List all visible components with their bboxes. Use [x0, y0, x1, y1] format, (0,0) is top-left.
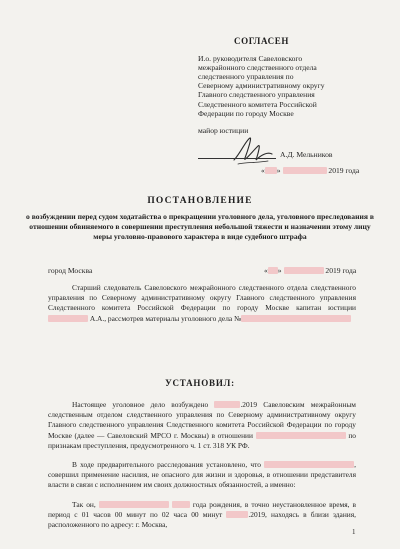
body-paragraph-2: В ходе предварительного расследования установлено, что , совершил применение насилия, не опасного для жизни и здоровья, в отношении представителя власти в связи с исполнением им своих должностных обязанностей, а именно: [48, 460, 356, 490]
quote-close: » [276, 166, 281, 175]
intro-paragraph: Старший следователь Савеловского межрайонного следственного отдела следственного управления по Северному административному округу Главного следственного управления Следственного комитета Российской Федерации по городу Москве капитан юстиции А.А., рассмотрев материалы уголовного дела № [48, 283, 356, 323]
redacted-day [265, 167, 277, 174]
redacted-month [284, 267, 324, 274]
document-year: 2019 года [325, 266, 357, 275]
signature-row [198, 148, 388, 164]
approval-year: 2019 года [328, 166, 360, 175]
approval-date [261, 166, 359, 175]
approval-line: Федерации по городу Москве [198, 108, 294, 118]
redacted-case-number [241, 315, 351, 322]
redacted-date [214, 401, 240, 408]
redacted-birth-date [172, 501, 190, 508]
redacted-name [264, 461, 354, 468]
approval-line: межрайонного следственного отдела [198, 63, 317, 73]
approval-line: Северному административному округу [198, 81, 325, 91]
document-subtitle: о возбуждении перед судом ходатайства о прекращении уголовного дела, уголовного преследования в отношении обвиняемого в совершении преступления небольшой тяжести и назначении этому лицу меры уголовно-правового характера в виде судебного штрафа [26, 212, 374, 241]
body-paragraph-3: Так он, года рождения, в точно неустановленное время, в период с 01 часов 00 минут по 02 часа 00 минут .2019, находясь в близи здания, расположенного по адресу: г. Москва, [48, 500, 356, 530]
redacted-day [268, 267, 278, 274]
redacted-name [256, 432, 346, 439]
approval-line: следственного управления по [198, 72, 294, 82]
approval-line: И.о. руководителя Савеловского [198, 54, 303, 64]
quote-close: » [277, 266, 282, 275]
approval-rank: майор юстиции [198, 125, 249, 135]
quote-open: « [261, 166, 265, 175]
redacted-date [226, 511, 248, 518]
approval-line: Следственного комитета Российской [198, 99, 317, 109]
body-paragraph-1: Настоящее уголовное дело возбуждено .2019 Савеловским межрайонным следственным отделом следственного управления по Северному административному округу Главного следственного управления Следственного комитета Российской Федерации по городу Москве (далее — Савеловский МРСО г. Москвы) в отношении по признакам преступления, предусмотренного ч. 1 ст. 318 УК РФ. [48, 400, 356, 450]
redacted-month [283, 167, 327, 174]
approver-name: А.Д. Мельников [280, 150, 333, 159]
signature-line [198, 158, 276, 159]
city: город Москва [48, 266, 93, 275]
redacted-name [99, 501, 169, 508]
approval-line: Главного следственного управления [198, 90, 315, 100]
document-title: ПОСТАНОВЛЕНИЕ [147, 196, 253, 206]
established-heading: УСТАНОВИЛ: [165, 378, 235, 388]
approval-heading: СОГЛАСЕН [234, 36, 289, 46]
document-date [264, 266, 356, 275]
redacted-name [48, 315, 88, 322]
quote-open: « [264, 266, 268, 275]
page-number: 1 [352, 528, 356, 536]
approval-block [198, 37, 388, 135]
